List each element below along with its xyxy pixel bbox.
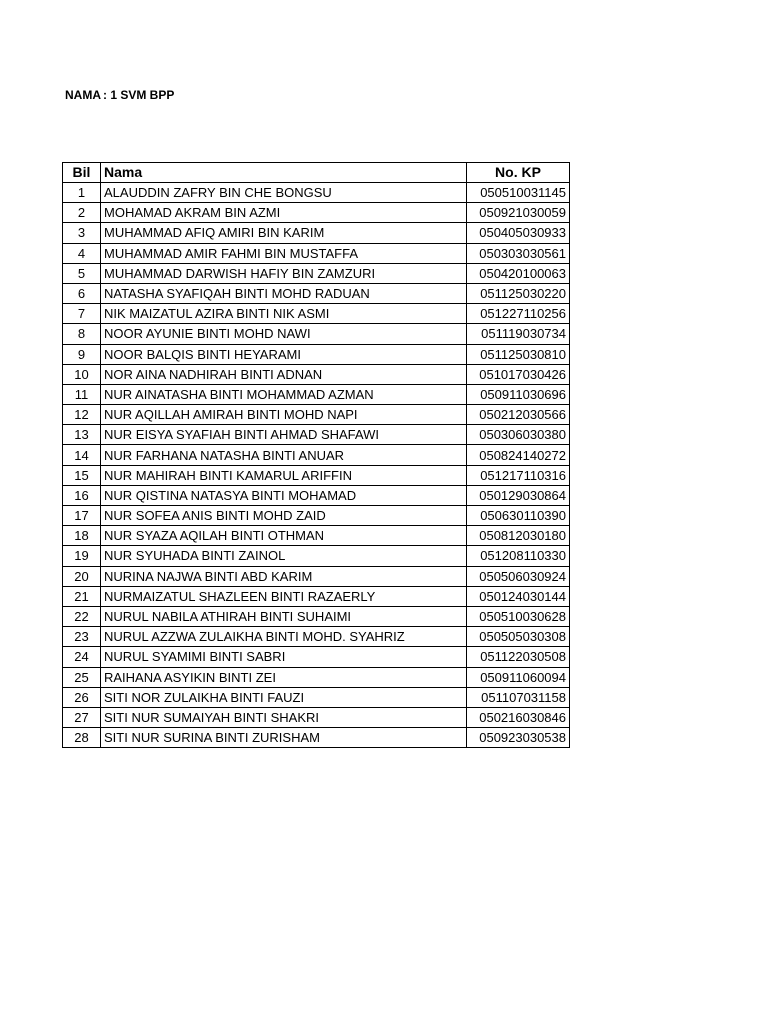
ic-number: 051125030810 xyxy=(467,344,570,364)
table-row xyxy=(63,283,570,303)
student-name: NOOR AYUNIE BINTI MOHD NAWI xyxy=(101,324,467,344)
table-row xyxy=(63,405,570,425)
ic-number: 050306030380 xyxy=(467,425,570,445)
row-number: 11 xyxy=(63,384,101,404)
student-name: SITI NUR SUMAIYAH BINTI SHAKRI xyxy=(101,707,467,727)
student-name: NUR AQILLAH AMIRAH BINTI MOHD NAPI xyxy=(101,405,467,425)
student-name: MUHAMMAD AFIQ AMIRI BIN KARIM xyxy=(101,223,467,243)
student-name: NUR SYUHADA BINTI ZAINOL xyxy=(101,546,467,566)
table-row xyxy=(63,243,570,263)
row-number: 1 xyxy=(63,183,101,203)
student-name: MOHAMAD AKRAM BIN AZMI xyxy=(101,203,467,223)
table-row xyxy=(63,728,570,748)
ic-number: 050824140272 xyxy=(467,445,570,465)
ic-number: 051107031158 xyxy=(467,687,570,707)
table-row xyxy=(63,526,570,546)
ic-number: 051208110330 xyxy=(467,546,570,566)
ic-number: 050911030696 xyxy=(467,384,570,404)
ic-number: 050630110390 xyxy=(467,506,570,526)
class-header xyxy=(65,88,174,102)
student-name: NUR QISTINA NATASYA BINTI MOHAMAD xyxy=(101,485,467,505)
student-name: NIK MAIZATUL AZIRA BINTI NIK ASMI xyxy=(101,304,467,324)
ic-number: 050505030308 xyxy=(467,627,570,647)
student-name: NOOR BALQIS BINTI HEYARAMI xyxy=(101,344,467,364)
class-header-value: : 1 SVM BPP xyxy=(103,88,175,102)
student-name: NATASHA SYAFIQAH BINTI MOHD RADUAN xyxy=(101,283,467,303)
table-row xyxy=(63,627,570,647)
ic-number: 051122030508 xyxy=(467,647,570,667)
ic-number: 050124030144 xyxy=(467,586,570,606)
row-number: 4 xyxy=(63,243,101,263)
column-header-kp: No. KP xyxy=(467,163,570,183)
table-row xyxy=(63,324,570,344)
class-header-label: NAMA xyxy=(65,88,101,102)
ic-number: 051017030426 xyxy=(467,364,570,384)
ic-number: 050212030566 xyxy=(467,405,570,425)
ic-number: 050921030059 xyxy=(467,203,570,223)
column-header-bil: Bil xyxy=(63,163,101,183)
student-name: RAIHANA ASYIKIN BINTI ZEI xyxy=(101,667,467,687)
student-name: NUR MAHIRAH BINTI KAMARUL ARIFFIN xyxy=(101,465,467,485)
student-name: SITI NOR ZULAIKHA BINTI FAUZI xyxy=(101,687,467,707)
row-number: 8 xyxy=(63,324,101,344)
row-number: 16 xyxy=(63,485,101,505)
row-number: 5 xyxy=(63,263,101,283)
ic-number: 051227110256 xyxy=(467,304,570,324)
student-name: NURINA NAJWA BINTI ABD KARIM xyxy=(101,566,467,586)
column-header-nama: Nama xyxy=(101,163,467,183)
row-number: 3 xyxy=(63,223,101,243)
row-number: 19 xyxy=(63,546,101,566)
ic-number: 050510031145 xyxy=(467,183,570,203)
ic-number: 051217110316 xyxy=(467,465,570,485)
row-number: 7 xyxy=(63,304,101,324)
ic-number: 050923030538 xyxy=(467,728,570,748)
student-name: NURUL SYAMIMI BINTI SABRI xyxy=(101,647,467,667)
row-number: 24 xyxy=(63,647,101,667)
ic-number: 050812030180 xyxy=(467,526,570,546)
table-body xyxy=(63,183,570,748)
ic-number: 050506030924 xyxy=(467,566,570,586)
table-row xyxy=(63,485,570,505)
row-number: 23 xyxy=(63,627,101,647)
ic-number: 051125030220 xyxy=(467,283,570,303)
student-name: MUHAMMAD DARWISH HAFIY BIN ZAMZURI xyxy=(101,263,467,283)
table-row xyxy=(63,445,570,465)
ic-number: 050129030864 xyxy=(467,485,570,505)
student-name: SITI NUR SURINA BINTI ZURISHAM xyxy=(101,728,467,748)
student-name: NUR EISYA SYAFIAH BINTI AHMAD SHAFAWI xyxy=(101,425,467,445)
table-row xyxy=(63,647,570,667)
table-row xyxy=(63,384,570,404)
row-number: 9 xyxy=(63,344,101,364)
table-row xyxy=(63,586,570,606)
ic-number: 050420100063 xyxy=(467,263,570,283)
row-number: 22 xyxy=(63,606,101,626)
student-name: NUR FARHANA NATASHA BINTI ANUAR xyxy=(101,445,467,465)
row-number: 14 xyxy=(63,445,101,465)
row-number: 12 xyxy=(63,405,101,425)
student-name: ALAUDDIN ZAFRY BIN CHE BONGSU xyxy=(101,183,467,203)
row-number: 27 xyxy=(63,707,101,727)
table-row xyxy=(63,667,570,687)
row-number: 6 xyxy=(63,283,101,303)
student-name: NUR AINATASHA BINTI MOHAMMAD AZMAN xyxy=(101,384,467,404)
row-number: 15 xyxy=(63,465,101,485)
row-number: 25 xyxy=(63,667,101,687)
table-row xyxy=(63,506,570,526)
table-row xyxy=(63,364,570,384)
table-row xyxy=(63,344,570,364)
table-row xyxy=(63,425,570,445)
student-table xyxy=(62,162,570,748)
row-number: 28 xyxy=(63,728,101,748)
table-row xyxy=(63,203,570,223)
ic-number: 050303030561 xyxy=(467,243,570,263)
table-row xyxy=(63,263,570,283)
table-row xyxy=(63,707,570,727)
table-row xyxy=(63,546,570,566)
student-name: MUHAMMAD AMIR FAHMI BIN MUSTAFFA xyxy=(101,243,467,263)
ic-number: 050510030628 xyxy=(467,606,570,626)
table-row xyxy=(63,304,570,324)
table-row xyxy=(63,223,570,243)
row-number: 2 xyxy=(63,203,101,223)
table-row xyxy=(63,606,570,626)
student-name: NURUL NABILA ATHIRAH BINTI SUHAIMI xyxy=(101,606,467,626)
student-name: NUR SYAZA AQILAH BINTI OTHMAN xyxy=(101,526,467,546)
row-number: 13 xyxy=(63,425,101,445)
row-number: 26 xyxy=(63,687,101,707)
table-row xyxy=(63,566,570,586)
row-number: 10 xyxy=(63,364,101,384)
ic-number: 050911060094 xyxy=(467,667,570,687)
ic-number: 050405030933 xyxy=(467,223,570,243)
table-row xyxy=(63,183,570,203)
student-name: NURUL AZZWA ZULAIKHA BINTI MOHD. SYAHRIZ xyxy=(101,627,467,647)
table-row xyxy=(63,465,570,485)
table-row xyxy=(63,687,570,707)
row-number: 17 xyxy=(63,506,101,526)
student-name: NURMAIZATUL SHAZLEEN BINTI RAZAERLY xyxy=(101,586,467,606)
row-number: 21 xyxy=(63,586,101,606)
row-number: 20 xyxy=(63,566,101,586)
table-header-row xyxy=(63,163,570,183)
ic-number: 051119030734 xyxy=(467,324,570,344)
student-name: NUR SOFEA ANIS BINTI MOHD ZAID xyxy=(101,506,467,526)
row-number: 18 xyxy=(63,526,101,546)
ic-number: 050216030846 xyxy=(467,707,570,727)
student-name: NOR AINA NADHIRAH BINTI ADNAN xyxy=(101,364,467,384)
